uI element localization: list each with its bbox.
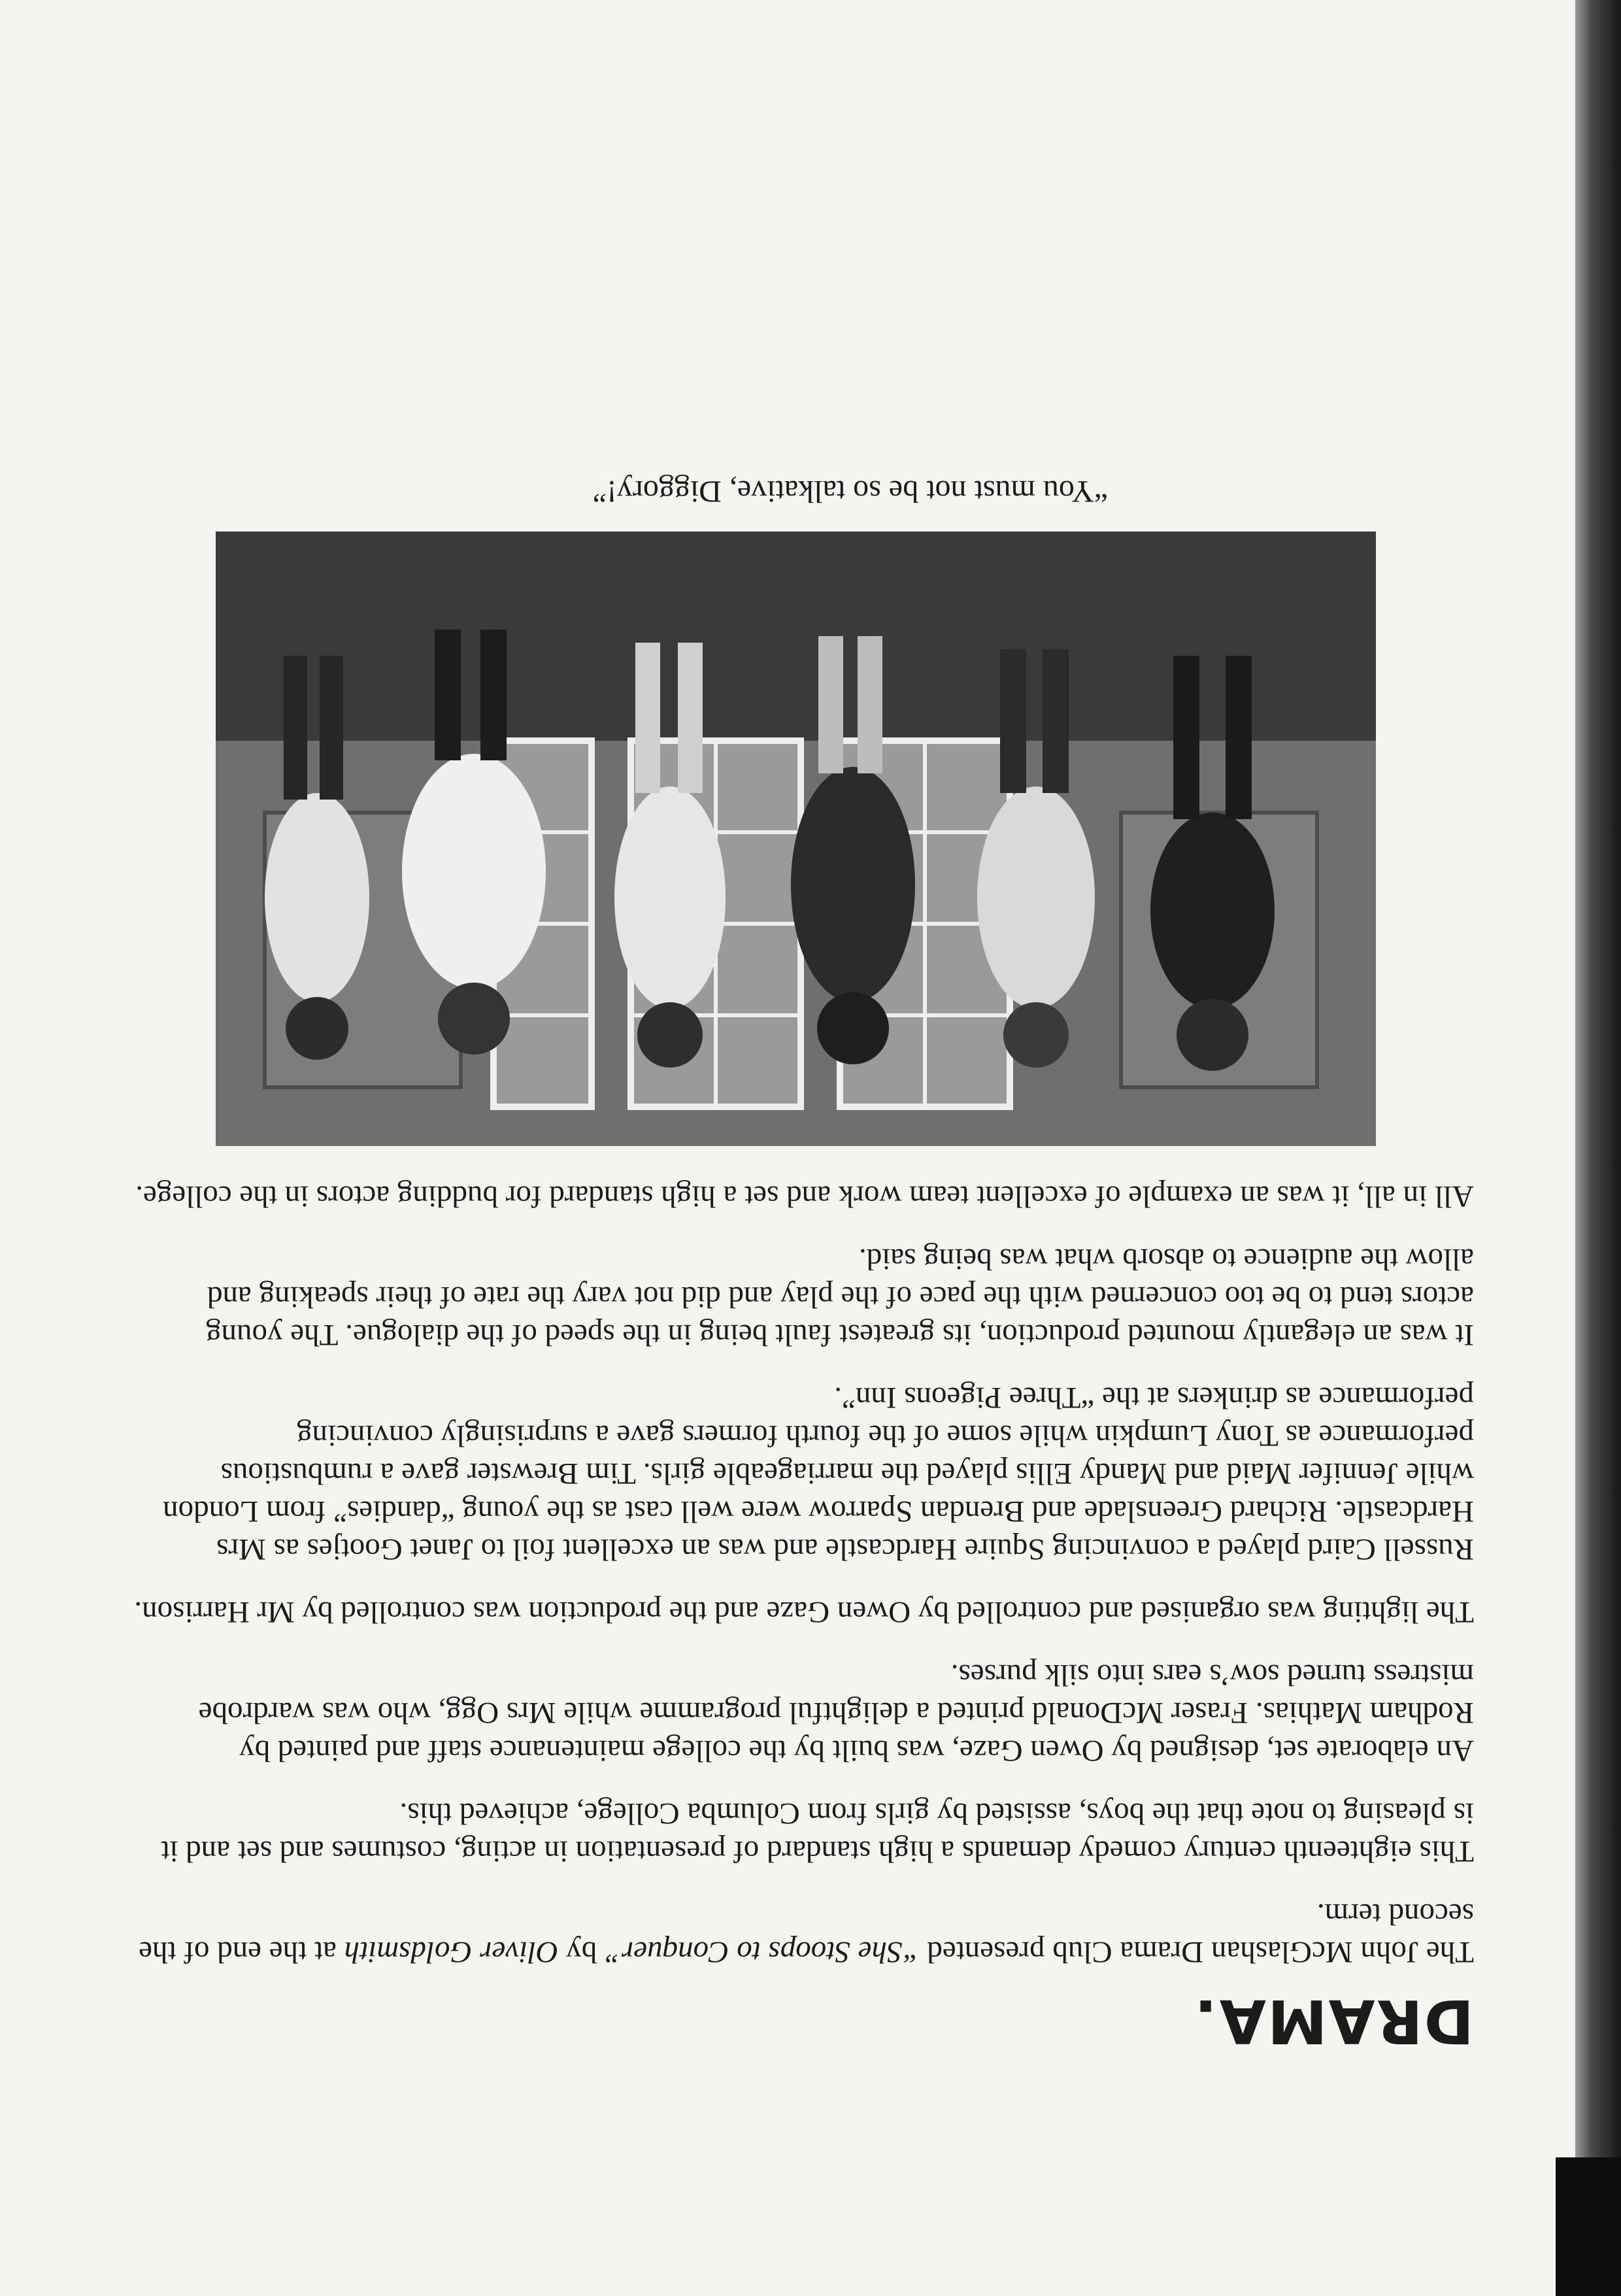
page-title: DRAMA. xyxy=(1193,1986,1474,2056)
author-name: Oliver Goldsmith xyxy=(344,1935,559,1969)
body-paragraph: This eighteenth century comedy demands a high standard of presentation in acting, costumes and set and it is pleasing to note that the boys, assisted by girls from Columba College, achieved this. xyxy=(161,1797,1474,1868)
body-paragraph: All in all, it was an example of excellent team work and set a high standard for budding actors in the college. xyxy=(135,1179,1474,1213)
page-content xyxy=(134,474,1474,2056)
intro-lead: The John McGlashan Drama Club presented xyxy=(919,1935,1474,1969)
body-paragraph: An elaborate set, designed by Owen Gaze, was built by the college maintenance staff and painted by Rodham Mathias. Fraser McDonald printed a delightful programme while Mrs Ogg, who was wardrobe mistress turned sow’s ears into silk purses. xyxy=(198,1658,1474,1768)
body-paragraph: Russell Caird played a convincing Squire Hardcastle and was an excellent foil to Janet Gootjes as Mrs Hardcastle. Richard Greenslade and Brendan Sparrow were well cast as the young “dandies” from London while Jennifer Maid and Mandy Ellis played the marriageable girls. Tim Brewster gave a rumbustious performance as Tony Lumpkin while some of the fourth formers gave a surprisingly convincing performance as drinkers at the “Three Pigeons Inn”. xyxy=(163,1381,1474,1566)
intro-by: by xyxy=(558,1935,605,1969)
body-paragraph: The lighting was organised and controlled by Owen Gaze and the production was controlled by Mr Harrison. xyxy=(134,1595,1474,1629)
body-paragraph: It was an elegantly mounted production, its greatest fault being in the speed of the dialogue. The young actors tend to be too concerned with the pace of the play and did not vary the rate of their speaking and allow the audience to absorb what was being said. xyxy=(206,1242,1474,1352)
play-title: “She Stoops to Conquer” xyxy=(604,1935,920,1969)
photo-caption: “You must not be so talkative, Diggory!” xyxy=(592,474,1108,509)
intro-paragraph xyxy=(134,1895,1474,1971)
stage-photo-drawing xyxy=(216,532,1376,1146)
intro-tail: at the end of the second term. xyxy=(139,1897,1474,1969)
stage-photo xyxy=(216,532,1376,1146)
